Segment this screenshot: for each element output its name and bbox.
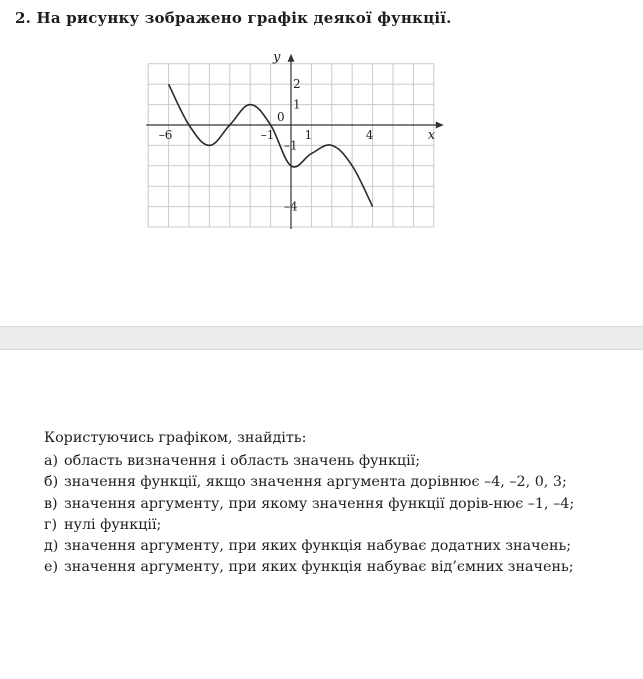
y-tick-label: –4: [284, 199, 298, 214]
y-tick-label: 1: [293, 97, 301, 112]
tasks-intro: Користуючись графіком, знайдіть:: [44, 430, 307, 446]
task-item: [44, 494, 594, 515]
function-graph: [118, 42, 458, 237]
y-axis-arrow: [288, 54, 295, 62]
y-tick-label: 2: [293, 77, 301, 92]
x-tick-label: –6: [158, 128, 173, 142]
task-item: [44, 515, 594, 536]
y-axis-label: y: [273, 49, 281, 65]
tick-labels: [159, 50, 436, 214]
problem-title: 2. На рисунку зображено графік деякої функції.: [15, 9, 452, 27]
task-item: [44, 557, 594, 578]
task-item: [44, 536, 594, 557]
origin-label: 0: [277, 110, 285, 124]
x-axis-label: x: [427, 128, 436, 143]
task-text: нулі функції;: [64, 516, 162, 533]
task-text: область визначення і область значень функції;: [64, 453, 421, 470]
tasks-list: [44, 428, 594, 578]
task-text: значення функції, якщо значення аргумента дорівнює –4, –2, 0, 3;: [64, 474, 567, 491]
task-label: а): [44, 453, 59, 470]
graph-svg: [118, 42, 458, 237]
y-tick-label: –1: [284, 138, 298, 153]
task-label: б): [44, 474, 59, 491]
task-text: значення аргументу, при яких функція набуває від’ємних значень;: [64, 559, 574, 576]
x-tick-label: 1: [304, 128, 313, 142]
task-item: [44, 451, 594, 472]
task-label: д): [44, 538, 59, 555]
x-tick-label: –1: [260, 128, 275, 142]
x-tick-label: 4: [365, 128, 374, 142]
task-label: в): [44, 495, 58, 512]
task-text: значення аргументу, при яких функція набуває додатних значень;: [64, 538, 572, 555]
task-text: значення аргументу, при якому значення функції дорів-нює –1, –4;: [64, 495, 575, 512]
page-divider: [0, 326, 643, 350]
task-label: г): [44, 516, 58, 533]
task-item: [44, 472, 594, 493]
x-axis-arrow: [436, 122, 444, 129]
task-label: е): [44, 559, 59, 576]
